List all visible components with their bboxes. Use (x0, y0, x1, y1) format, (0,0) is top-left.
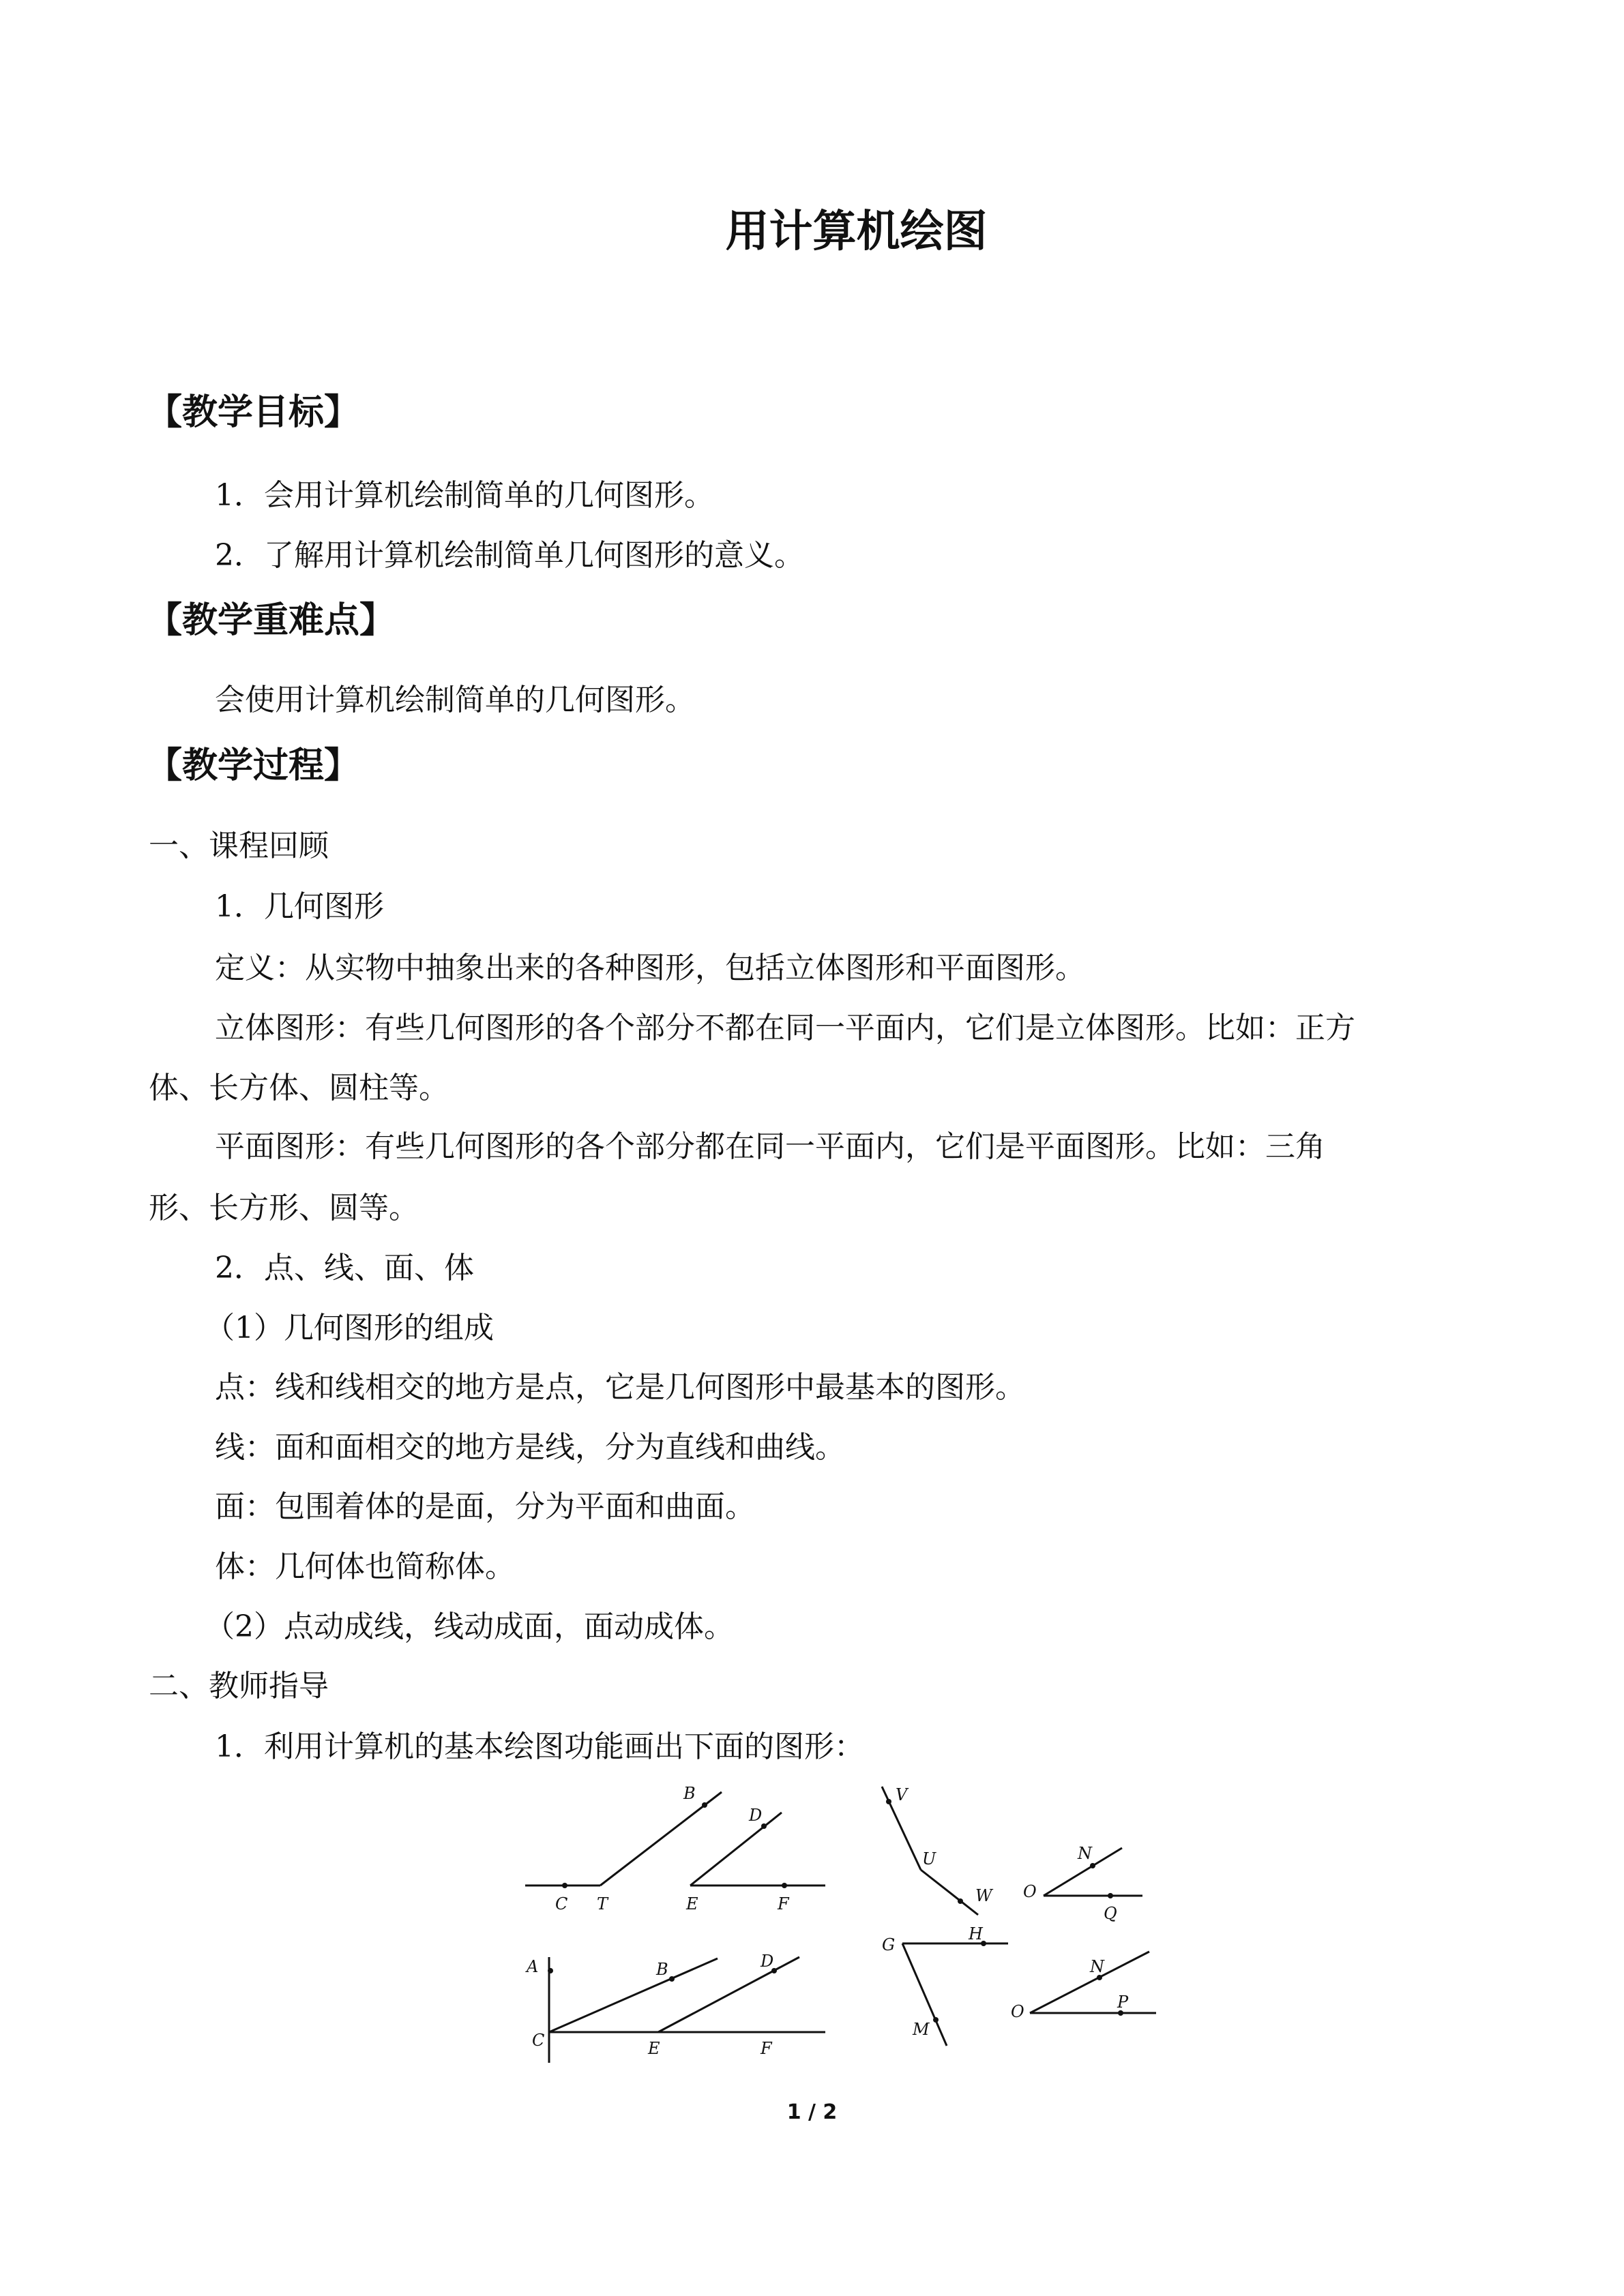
label-M: M (913, 2020, 930, 2039)
label-O-2: O (1011, 2002, 1024, 2021)
label-O: O (1023, 1882, 1037, 1901)
point-definition: 点：线和线相交的地方是点，它是几何图形中最基本的图形。 (215, 1370, 1025, 1405)
objective-item-1: 1．会用计算机绘制简单的几何图形。 (215, 478, 714, 513)
heading-process: 【教学过程】 (147, 745, 360, 786)
angle-figures-drawing (505, 1773, 1173, 2073)
point-M (933, 2017, 939, 2023)
point-C (562, 1883, 567, 1888)
label-E: E (686, 1894, 698, 1913)
heading-objectives: 【教学目标】 (147, 392, 360, 433)
point-V (886, 1799, 891, 1804)
point-F (782, 1883, 787, 1888)
label-W: W (975, 1886, 992, 1905)
objective-item-2: 2．了解用计算机绘制简单几何图形的意义。 (215, 538, 804, 573)
part1-title: 一、课程回顾 (149, 829, 329, 863)
label-P: P (1117, 1993, 1129, 2012)
surface-definition: 面：包围着体的是面，分为平面和曲面。 (215, 1489, 755, 1524)
line-definition: 线：面和面相交的地方是线，分为直线和曲线。 (215, 1430, 845, 1465)
label-D-2: D (761, 1952, 774, 1971)
label-E-2: E (648, 2039, 660, 2058)
document-title: 用计算机绘图 (725, 207, 988, 257)
label-C: C (555, 1894, 568, 1913)
solid-figure-line-2: 体、长方体、圆柱等。 (149, 1071, 449, 1105)
plane-figure-line-2: 形、长方形、圆等。 (149, 1191, 419, 1225)
heading-key-points: 【教学重难点】 (147, 600, 396, 641)
label-H: H (969, 1924, 983, 1943)
label-Q: Q (1104, 1904, 1117, 1923)
definition-text: 定义：从实物中抽象出来的各种图形，包括立体图形和平面图形。 (215, 951, 1085, 985)
sub2-title: （2）点动成线，线动成面，面动成体。 (205, 1609, 734, 1644)
label-T: T (597, 1894, 608, 1913)
label-B-2: B (656, 1960, 668, 1979)
point-Q (1108, 1893, 1113, 1898)
task1-text: 1．利用计算机的基本绘图功能画出下面的图形： (215, 1729, 864, 1764)
label-V: V (896, 1785, 908, 1804)
point-B-2 (669, 1976, 675, 1982)
label-F-2: F (761, 2039, 772, 2058)
angle-figures (505, 1773, 1173, 2073)
point-A (548, 1968, 553, 1973)
ray-CB (549, 1958, 718, 2032)
ray-ED (690, 1813, 782, 1885)
ray-ED-2 (658, 1957, 799, 2032)
sub1-title: （1）几何图形的组成 (205, 1311, 494, 1345)
label-D: D (749, 1806, 763, 1825)
label-B: B (683, 1784, 696, 1803)
label-A: A (527, 1957, 539, 1976)
point-W (958, 1898, 963, 1904)
part2-title: 二、教师指导 (149, 1669, 329, 1703)
label-N: N (1078, 1844, 1092, 1863)
page-number: 1 / 2 (786, 2100, 838, 2124)
solid-definition: 体：几何体也简称体。 (215, 1549, 515, 1584)
item1-title: 1．几何图形 (215, 889, 384, 924)
label-G: G (882, 1935, 896, 1954)
label-N-2: N (1090, 1957, 1104, 1976)
plane-figure-line-1: 平面图形：有些几何图形的各个部分都在同一平面内，它们是平面图形。比如：三角 (215, 1129, 1325, 1164)
label-F: F (778, 1894, 789, 1913)
ray-UW (921, 1870, 978, 1915)
point-B (702, 1802, 707, 1808)
point-N (1090, 1863, 1095, 1868)
item2-title: 2．点、线、面、体 (215, 1251, 474, 1285)
label-U: U (922, 1849, 936, 1868)
key-points-text: 会使用计算机绘制简单的几何图形。 (215, 683, 695, 717)
solid-figure-line-1: 立体图形：有些几何图形的各个部分不都在同一平面内，它们是立体图形。比如：正方 (215, 1011, 1355, 1045)
label-C-2: C (532, 2031, 545, 2050)
